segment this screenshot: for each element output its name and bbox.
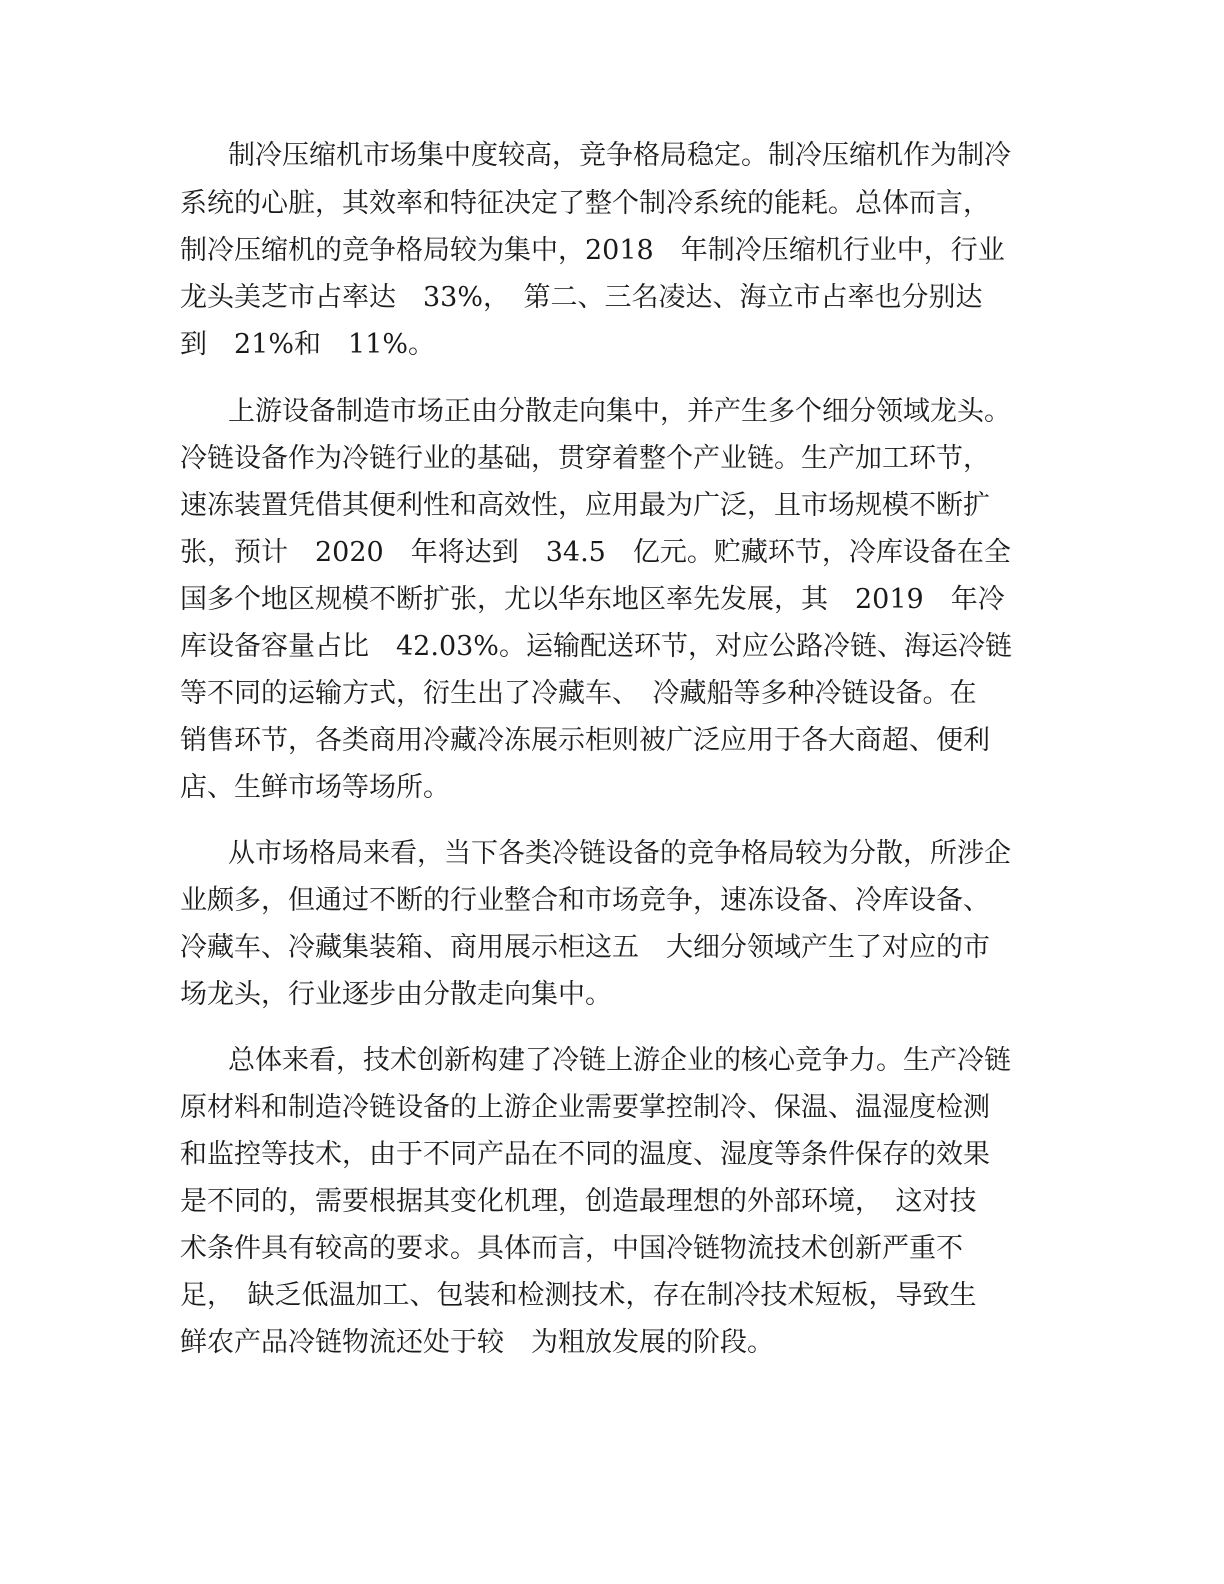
text-line: 总体来看，技术创新构建了冷链上游企业的核心竞争力。生产冷链 [228,1045,1011,1076]
text-line: 业颇多，但通过不断的行业整合和市场竞争，速冻设备、冷库设备、 [180,885,990,916]
text-line: 场龙头，行业逐步由分散走向集中。 [180,979,612,1010]
text-line: 销售环节，各类商用冷藏冷冻展示柜则被广泛应用于各大商超、便利 [180,725,990,756]
text-line: 系统的心脏，其效率和特征决定了整个制冷系统的能耗。总体而言， [180,188,990,219]
text-line: 制冷压缩机市场集中度较高，竞争格局稳定。制冷压缩机作为制冷 [228,140,1011,171]
text-line: 鲜农产品冷链物流还处于较 为粗放发展的阶段。 [180,1327,774,1358]
text-line: 到 21%和 11%。 [180,329,436,360]
text-line: 足， 缺乏低温加工、包装和检测技术，存在制冷技术短板，导致生 [180,1280,977,1311]
text-line: 冷链设备作为冷链行业的基础，贯穿着整个产业链。生产加工环节， [180,443,990,474]
text-line: 国多个地区规模不断扩张，尤以华东地区率先发展，其 2019 年冷 [180,584,1005,615]
text-line: 原材料和制造冷链设备的上游企业需要掌控制冷、保温、温湿度检测 [180,1092,990,1123]
text-line: 和监控等技术，由于不同产品在不同的温度、湿度等条件保存的效果 [180,1139,990,1170]
text-line: 从市场格局来看，当下各类冷链设备的竞争格局较为分散，所涉企 [228,838,1011,869]
text-line: 龙头美芝市占率达 33%， 第二、三名凌达、海立市占率也分别达 [180,282,983,313]
text-line: 张，预计 2020 年将达到 34.5 亿元。贮藏环节，冷库设备在全 [180,537,1011,568]
text-line: 店、生鲜市场等场所。 [180,772,450,803]
text-line: 是不同的，需要根据其变化机理，创造最理想的外部环境， 这对技 [180,1186,977,1217]
text-line: 库设备容量占比 42.03%。运输配送环节，对应公路冷链、海运冷链 [180,631,1012,662]
text-line: 上游设备制造市场正由分散走向集中，并产生多个细分领域龙头。 [228,396,1011,427]
text-line: 速冻装置凭借其便利性和高效性，应用最为广泛，且市场规模不断扩 [180,490,990,521]
text-line: 冷藏车、冷藏集装箱、商用展示柜这五 大细分领域产生了对应的市 [180,932,990,963]
text-line: 术条件具有较高的要求。具体而言，中国冷链物流技术创新严重不 [180,1233,963,1264]
text-line: 制冷压缩机的竞争格局较为集中，2018 年制冷压缩机行业中，行业 [180,235,1005,266]
text-line: 等不同的运输方式，衍生出了冷藏车、 冷藏船等多种冷链设备。在 [180,678,977,709]
